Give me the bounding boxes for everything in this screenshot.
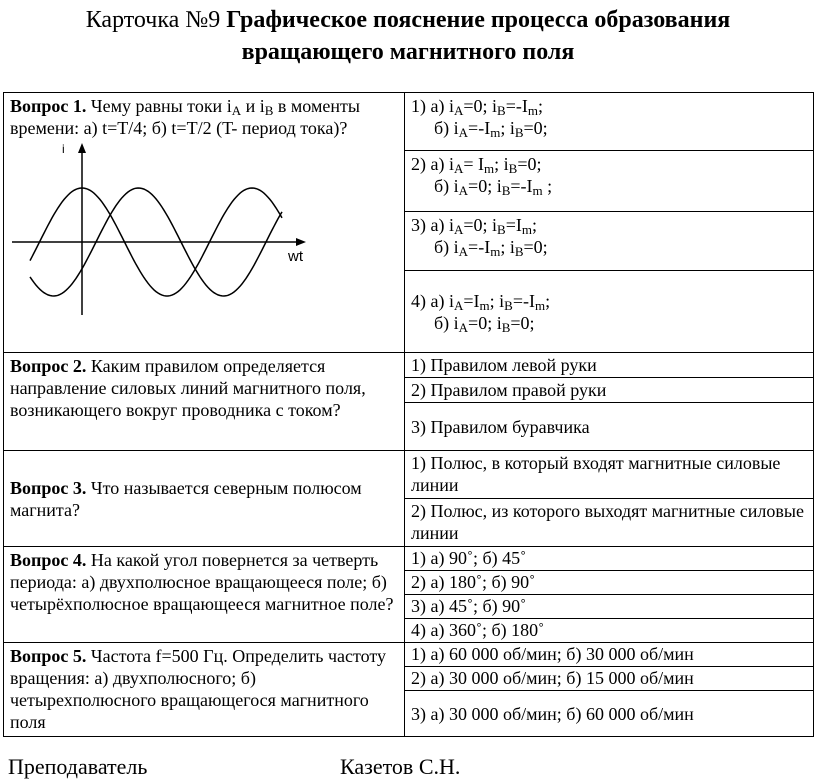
answer-3-1[interactable]: 1) Полюс, в который входят магнитные силовые линии	[405, 451, 814, 499]
answer-2-1[interactable]: 1) Правилом левой руки	[405, 353, 814, 378]
answer-5-2[interactable]: 2) а) 30 000 об/мин; б) 15 000 об/мин	[405, 667, 814, 691]
answer-1-1[interactable]	[405, 93, 814, 151]
title-prefix: Карточка №9	[85, 7, 227, 33]
answer-b: б) $i_A=-I_m$; $i_B=0$;	[434, 237, 548, 259]
answer-b: б) $i_A=0$; $i_B=-I_m$ ;	[434, 176, 553, 198]
answer-b: б) $i_A=0$; $i_B=0$;	[434, 312, 535, 335]
title-line1: Графическое пояснение процесса образования	[226, 7, 731, 33]
y-axis-arrow	[78, 143, 86, 153]
answer-1-2[interactable]	[405, 151, 814, 212]
answer-5-3[interactable]: 3) а) 30 000 об/мин; б) 60 000 об/мин	[405, 691, 814, 737]
answer-4-4[interactable]: 4) а) 360˚; б) 180˚	[405, 619, 814, 643]
question-1-body: Чему равны токи $i_A$ и $i_B$ в моменты времени: а) t=T/4; б) t=T/2 (T- период тока)?	[10, 96, 360, 138]
questions-table	[3, 92, 814, 737]
question-4-cell	[4, 547, 405, 643]
answer-a: 1) а) $i_A=0$; $i_B=-I_m$;	[411, 96, 543, 118]
answer-b: б) $i_A=-I_m$; $i_B=0$;	[434, 118, 548, 140]
table-row	[4, 93, 814, 151]
answer-a: 2) а) $i_A= I_m$; $i_B=0$;	[411, 154, 542, 176]
table-row	[4, 547, 814, 571]
answer-a: 3) а) $i_A=0$; $i_B=I_m$;	[411, 215, 537, 237]
question-label: Вопрос 1.	[10, 96, 87, 116]
question-1-text	[10, 95, 398, 139]
question-label: Вопрос 3.	[10, 477, 87, 498]
question-label: Вопрос 2.	[10, 356, 87, 376]
question-1-cell	[4, 93, 405, 353]
question-2-cell	[4, 353, 405, 451]
title-line2: вращающего магнитного поля	[241, 39, 575, 65]
question-5-body: Частота f=500 Гц. Определить частоту вращения: а) двухполюсного; б) четырехполюсного вращающегося магнитного поля	[10, 646, 386, 732]
answer-2-3[interactable]: 3) Правилом буравчика	[405, 403, 814, 451]
card-title	[0, 4, 816, 68]
question-2-body: Каким правилом определяется направление силовых линий магнитного поля, возникающего вокруг проводника с током?	[10, 356, 366, 420]
question-label: Вопрос 4.	[10, 550, 87, 570]
answer-5-1[interactable]: 1) а) 60 000 об/мин; б) 30 000 об/мин	[405, 643, 814, 667]
footer-teacher-label: Преподаватель	[8, 754, 148, 779]
question-label: Вопрос 5.	[10, 646, 87, 666]
answer-4-2[interactable]: 2) а) 180˚; б) 90˚	[405, 571, 814, 595]
sine-graph	[10, 143, 310, 318]
x-axis-label: wt	[288, 248, 303, 265]
answer-1-4[interactable]	[405, 271, 814, 353]
footer-teacher-name: Казетов С.Н.	[340, 754, 461, 779]
graph-axes	[12, 147, 300, 315]
x-axis-arrow	[296, 238, 306, 246]
question-5-cell	[4, 643, 405, 737]
table-row	[4, 353, 814, 378]
question-3-cell	[4, 451, 405, 547]
answer-4-3[interactable]: 3) а) 45˚; б) 90˚	[405, 595, 814, 619]
question-4-body: На какой угол повернется за четверть периода: а) двухполюсное вращающееся поле; б) четырёхполюсное вращающееся магнитное поле?	[10, 550, 394, 614]
answer-2-2[interactable]: 2) Правилом правой руки	[405, 378, 814, 403]
question-3-body: Что называется северным полюсом магнита?	[10, 477, 362, 520]
y-axis-mark: i	[62, 143, 65, 156]
table-row	[4, 451, 814, 499]
answer-a: 4) а) $i_A=I_m$; $i_B=-I_m$;	[411, 290, 551, 313]
answer-3-2[interactable]: 2) Полюс, из которого выходят магнитные силовые линии	[405, 499, 814, 547]
table-row	[4, 643, 814, 667]
answer-4-1[interactable]: 1) а) 90˚; б) 45˚	[405, 547, 814, 571]
answer-1-3[interactable]	[405, 212, 814, 271]
